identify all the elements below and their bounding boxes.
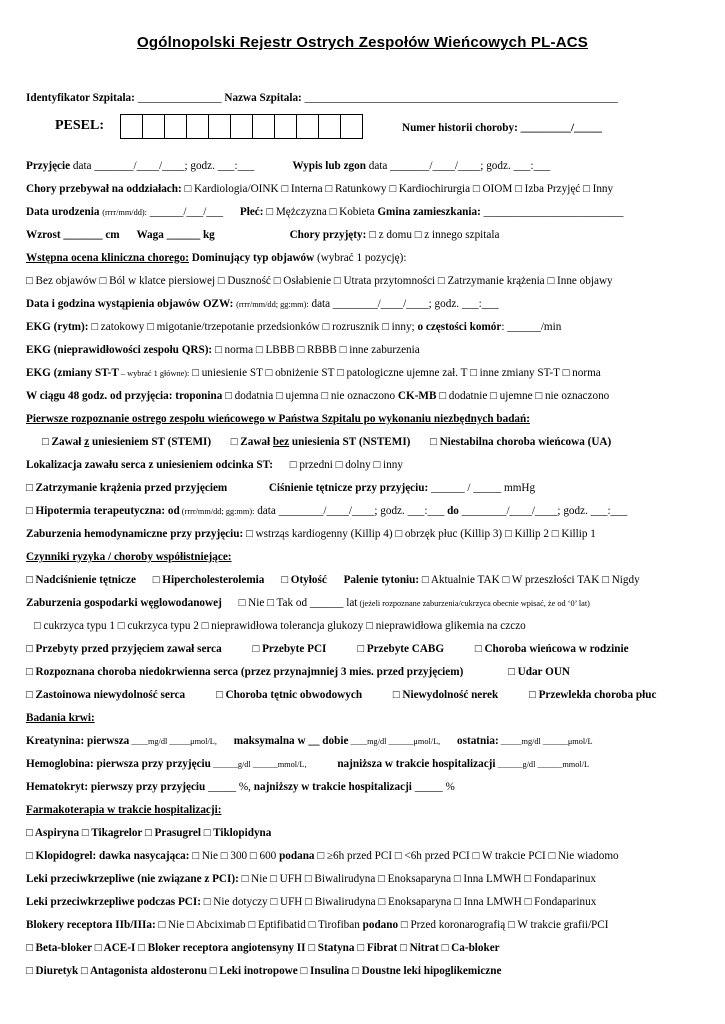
hematocrit-first-label: Hematokryt: pierwszy przy przyjęciu bbox=[26, 781, 206, 793]
w48-row bbox=[26, 390, 706, 402]
ekg-freq-field[interactable]: : ______/min bbox=[501, 321, 562, 333]
creatinine-first-field[interactable]: ____mg/dl _____μmol/L, bbox=[129, 737, 217, 746]
location-options[interactable]: □ przedni □ dolny □ inny bbox=[289, 459, 403, 471]
clopidogrel-given-options[interactable]: □ ≥6h przed PCI □ <6h przed PCI □ W trakcie PCI □ Nie wiadomo bbox=[314, 850, 619, 862]
diabetes-label: Zaburzenia gospodarki węglowodanowej bbox=[26, 597, 222, 609]
risk-factors-heading: Czynniki ryzyka / choroby współistniejące: bbox=[26, 551, 232, 563]
gp-blockers-label: Blokery receptora IIb/IIIa: bbox=[26, 919, 156, 931]
ekg-st-note: – wybrać 1 główne): bbox=[118, 369, 190, 378]
creatinine-max-label: maksymalna w __ dobie bbox=[233, 735, 349, 747]
weight-unit: kg bbox=[202, 229, 215, 241]
birth-row bbox=[26, 206, 706, 218]
height-field[interactable]: _______ bbox=[60, 229, 106, 241]
drugs-row-1[interactable]: □ Beta-bloker □ ACE-I □ Bloker receptora angiotensyny II □ Statyna □ Fibrat □ Nitrat □ Ca-bloker bbox=[26, 942, 500, 954]
diabetes-row bbox=[26, 597, 706, 609]
history-number-row bbox=[402, 122, 602, 134]
anticoagulants-pci-row bbox=[26, 896, 706, 908]
w48-label: W ciągu 48 godz. od przyjęcia: bbox=[26, 390, 173, 402]
admitted-label: Chory przyjęty: bbox=[289, 229, 367, 241]
hypothermia-to-label: do bbox=[447, 505, 459, 517]
weight-field[interactable]: ______ bbox=[163, 229, 203, 241]
diabetes-types-options[interactable]: □ cukrzyca typu 1 □ cukrzyca typu 2 □ nieprawidłowa tolerancja glukozy □ nieprawidłowa glikemia na czczo bbox=[34, 620, 526, 632]
assessment-label: Wstępna ocena kliniczna chorego: bbox=[26, 252, 189, 264]
hematocrit-low-field[interactable]: _____ % bbox=[411, 781, 455, 793]
prior-pci-option[interactable]: □ Przebyte PCI bbox=[252, 643, 327, 655]
hemoglobin-row bbox=[26, 758, 706, 770]
admission-field[interactable]: data _______/____/____; godz. ___:___ bbox=[70, 160, 255, 172]
pesel-digit-box[interactable] bbox=[274, 114, 297, 139]
hemoglobin-low-label: najniższa w trakcie hospitalizacji bbox=[337, 758, 496, 770]
birth-format: (rrrr/mm/dd): bbox=[102, 208, 147, 217]
creatinine-max-field[interactable]: ____mg/dl ______μmol/L, bbox=[348, 737, 441, 746]
ekg-rhythm-row bbox=[26, 321, 706, 333]
hypothermia-option[interactable]: □ Hipotermia terapeutyczna: od bbox=[26, 505, 180, 517]
clopidogrel-label[interactable]: □ Klopidogrel: dawka nasycająca: bbox=[26, 850, 190, 862]
hospital-row bbox=[26, 92, 706, 104]
hematocrit-first-field[interactable]: _____ %, bbox=[205, 781, 251, 793]
location-label: Lokalizacja zawału serca z uniesieniem odcinka ST bbox=[26, 459, 270, 471]
ckmb-options[interactable]: □ dodatnie □ ujemne □ nie oznaczono bbox=[439, 390, 610, 402]
hematocrit-low-label: najniższy w trakcie hospitalizacji bbox=[253, 781, 412, 793]
gp-given-options[interactable]: □ Przed koronarografią □ W trakcie grafii/PCI bbox=[398, 919, 609, 931]
pesel-digit-box[interactable] bbox=[164, 114, 187, 139]
heart-failure-option[interactable]: □ Zastoinowa niewydolność serca bbox=[26, 689, 186, 701]
form-title: Ogólnopolski Rejestr Ostrych Zespołów Wieńcowych PL-ACS bbox=[137, 34, 588, 51]
birth-field[interactable]: ______/___/___ bbox=[146, 206, 224, 218]
pesel-label: PESEL: bbox=[55, 118, 105, 133]
clopidogrel-row bbox=[26, 850, 706, 862]
gp-blockers-row bbox=[26, 919, 706, 931]
pad-option[interactable]: □ Choroba tętnic obwodowych bbox=[215, 689, 363, 701]
ward-row bbox=[26, 183, 706, 195]
ekg-freq-label: o częstości komór bbox=[417, 321, 502, 333]
pharmacotherapy-heading: Farmakoterapia w trakcie hospitalizacji: bbox=[26, 804, 222, 816]
clopidogrel-dose-options[interactable]: □ Nie □ 300 □ 600 bbox=[189, 850, 280, 862]
bp-field[interactable]: ______ / _____ mmHg bbox=[428, 482, 536, 494]
diagnosis-options-row bbox=[42, 436, 722, 448]
copd-option[interactable]: □ Przewlekła choroba płuc bbox=[529, 689, 657, 701]
symptom-type-note: (wybrać 1 pozycję): bbox=[317, 252, 407, 264]
hypercholesterolemia-option[interactable]: □ Hipercholesterolemia bbox=[152, 574, 265, 586]
history-row-3 bbox=[26, 689, 706, 701]
hypertension-option[interactable]: □ Nadciśnienie tętnicze bbox=[26, 574, 136, 586]
known-cad-option[interactable]: □ Rozpoznana choroba niedokrwienna serca (przez przynajmniej 3 mies. przed przyjęciem) bbox=[26, 666, 464, 678]
obesity-option[interactable]: □ Otyłość bbox=[281, 574, 327, 586]
ekg-st-label: EKG (zmiany ST-T bbox=[26, 367, 119, 379]
smoking-options[interactable]: □ Aktualnie TAK □ W przeszłości TAK □ Nigdy bbox=[421, 574, 640, 586]
history-number-field[interactable]: _________/_____ bbox=[520, 122, 603, 134]
creatinine-first-label: Kreatynina: pierwsza bbox=[26, 735, 130, 747]
clopidogrel-given-label: podana bbox=[279, 850, 315, 862]
hospital-name-field[interactable]: ________________________________________________________ bbox=[304, 92, 618, 104]
stemi-option[interactable]: □ Zawał z uniesieniem ST (STEMI) bbox=[42, 436, 212, 448]
family-cad-option[interactable]: □ Choroba wieńcowa w rodzinie bbox=[474, 643, 629, 655]
residence-field[interactable]: _________________________ bbox=[483, 206, 624, 218]
admitted-options[interactable]: □ z domu □ z innego szpitala bbox=[369, 229, 500, 241]
ekg-st-row bbox=[26, 367, 706, 379]
admission-row bbox=[26, 160, 706, 172]
ua-option[interactable]: □ Niestabilna choroba wieńcowa (UA) bbox=[430, 436, 612, 448]
history-row-2 bbox=[26, 666, 706, 678]
creatinine-last-field[interactable]: _____mg/dl ______μmol/L bbox=[498, 737, 593, 746]
hypothermia-row bbox=[26, 505, 706, 517]
drugs-row-2[interactable]: □ Diuretyk □ Antagonista aldosteronu □ Leki inotropowe □ Insulina □ Doustne leki hipoglikemiczne bbox=[26, 965, 502, 977]
nstemi-option[interactable]: □ Zawał bez uniesienia ST (NSTEMI) bbox=[230, 436, 411, 448]
sex-label: Płeć: bbox=[239, 206, 264, 218]
pesel-digit-box[interactable] bbox=[230, 114, 253, 139]
symptom-type-label: Dominujący typ objawów bbox=[191, 252, 315, 264]
smoking-label: Palenie tytoniu: bbox=[343, 574, 420, 586]
hospital-id-label: Identyfikator Szpitala: bbox=[26, 92, 135, 104]
ward-label: Chory przebywał na oddziałach: bbox=[26, 183, 182, 195]
location-row bbox=[26, 459, 706, 471]
discharge-label: Wypis lub zgon bbox=[292, 160, 366, 172]
killip-options[interactable]: □ wstrząs kardiogenny (Killip 4) □ obrzęk płuc (Killip 3) □ Killip 2 □ Killip 1 bbox=[246, 528, 596, 540]
hemoglobin-first-label: Hemoglobina: pierwsza przy przyjęciu bbox=[26, 758, 211, 770]
onset-label: Data i godzina wystąpienia objawów OZW: bbox=[26, 298, 234, 310]
creatinine-row bbox=[26, 735, 706, 747]
pesel-digit-box[interactable] bbox=[296, 114, 319, 139]
history-row-1 bbox=[26, 643, 706, 655]
pesel-digit-box[interactable] bbox=[208, 114, 231, 139]
ckmb-label: CK-MB bbox=[397, 390, 437, 402]
ekg-st-options[interactable]: □ uniesienie ST □ obniżenie ST □ patologiczne ujemne zał. T □ inne zmiany ST-T □ norma bbox=[192, 367, 601, 379]
killip-label: Zaburzenia hemodynamiczne przy przyjęciu: bbox=[26, 528, 244, 540]
hypothermia-to-field[interactable]: ________/____/____; godz. ___:___ bbox=[458, 505, 628, 517]
hypothermia-from-field[interactable]: data ________/____/____; godz. ___:___ bbox=[254, 505, 448, 517]
hemoglobin-low-field[interactable]: ______g/dl ______mmol/L bbox=[495, 760, 590, 769]
discharge-field[interactable]: data _______/____/____; godz. ___:___ bbox=[365, 160, 551, 172]
arrest-option[interactable]: □ Zatrzymanie krążenia przed przyjęciem bbox=[26, 482, 228, 494]
troponin-label: troponina bbox=[175, 390, 223, 402]
hypothermia-format: (rrrr/mm/dd; gg:mm): bbox=[179, 507, 255, 516]
pesel-digit-box[interactable] bbox=[252, 114, 275, 139]
pesel-digit-box[interactable] bbox=[340, 114, 363, 139]
arrest-row bbox=[26, 482, 706, 494]
sex-options[interactable]: □ Mężczyzna □ Kobieta bbox=[266, 206, 375, 218]
weight-label: Waga bbox=[136, 229, 164, 241]
location-colon: : bbox=[269, 459, 273, 471]
height-unit: cm bbox=[105, 229, 120, 241]
killip-row bbox=[26, 528, 706, 540]
pesel-digit-box[interactable] bbox=[120, 114, 143, 139]
diabetes-options[interactable]: □ Nie □ Tak od ______ lat bbox=[238, 597, 358, 609]
onset-format: (rrrr/mm/dd; gg:mm): bbox=[236, 300, 309, 309]
first-diagnosis-heading: Pierwsze rozpoznanie ostrego zespołu wieńcowego w Państwa Szpitalu po wykonaniu niezbędnych badań: bbox=[26, 413, 530, 425]
birth-label: Data urodzenia bbox=[26, 206, 100, 218]
pesel-digit-box[interactable] bbox=[186, 114, 209, 139]
risk-row-1 bbox=[26, 574, 706, 586]
residence-label: Gmina zamieszkania: bbox=[377, 206, 481, 218]
anticoagulants-options[interactable]: □ Nie □ UFH □ Biwalirudyna □ Enoksaparyna □ Inna LMWH □ Fondaparinux bbox=[238, 873, 596, 885]
assessment-row bbox=[26, 252, 706, 264]
ekg-qrs-label: EKG (nieprawidłowości zespołu QRS): bbox=[26, 344, 213, 356]
ekg-qrs-row bbox=[26, 344, 706, 356]
admission-label: Przyjęcie bbox=[26, 160, 71, 172]
height-label: Wzrost bbox=[26, 229, 61, 241]
renal-failure-option[interactable]: □ Niewydolność nerek bbox=[392, 689, 499, 701]
anticoagulants-row bbox=[26, 873, 706, 885]
gp-blockers-options[interactable]: □ Nie □ Abciximab □ Eptifibatid □ Tirofiban bbox=[155, 919, 363, 931]
ekg-rhythm-options[interactable]: □ zatokowy □ migotanie/trzepotanie przedsionków □ rozrusznik □ inny; bbox=[91, 321, 415, 333]
pesel-digit-box[interactable] bbox=[142, 114, 165, 139]
hematocrit-row bbox=[26, 781, 706, 793]
anticoagulants-pci-options[interactable]: □ Nie dotyczy □ UFH □ Biwalirudyna □ Enoksaparyna □ Inna LMWH □ Fondaparinux bbox=[200, 896, 597, 908]
blood-tests-heading: Badania krwi: bbox=[26, 712, 95, 724]
troponin-options[interactable]: □ dodatnia □ ujemna □ nie oznaczono bbox=[225, 390, 396, 402]
antiplatelet-options[interactable]: □ Aspiryna □ Tikagrelor □ Prasugrel □ Tiklopidyna bbox=[26, 827, 272, 839]
bp-label: Ciśnienie tętnicze przy przyjęciu: bbox=[268, 482, 429, 494]
anticoagulants-label: Leki przeciwkrzepliwe (nie związane z PCI): bbox=[26, 873, 239, 885]
prior-cabg-option[interactable]: □ Przebyte CABG bbox=[357, 643, 445, 655]
stroke-option[interactable]: □ Udar OUN bbox=[508, 666, 570, 678]
ekg-rhythm-label: EKG (rytm): bbox=[26, 321, 89, 333]
prior-mi-option[interactable]: □ Przebyty przed przyjęciem zawał serca bbox=[26, 643, 222, 655]
creatinine-last-label: ostatnia: bbox=[457, 735, 499, 747]
gp-given-label: podano bbox=[362, 919, 399, 931]
pesel-boxes[interactable] bbox=[121, 114, 363, 139]
pesel-digit-box[interactable] bbox=[318, 114, 341, 139]
diabetes-note: (jeżeli rozpoznane zaburzenia/cukrzyca obecnie wpisać, że od ‘0’ lat) bbox=[357, 599, 590, 608]
onset-row bbox=[26, 298, 706, 310]
height-row bbox=[26, 229, 706, 241]
history-number-label: Numer historii choroby: bbox=[402, 122, 518, 134]
hospital-name-label: Nazwa Szpitala: bbox=[224, 92, 302, 104]
ward-options[interactable]: □ Kardiologia/OINK □ Interna □ Ratunkowy □ Kardiochirurgia □ OIOM □ Izba Przyjęć □ Inny bbox=[184, 183, 614, 195]
hospital-id-field[interactable]: _______________ bbox=[137, 92, 222, 104]
ekg-qrs-options[interactable]: □ norma □ LBBB □ RBBB □ inne zaburzenia bbox=[214, 344, 420, 356]
symptoms-options[interactable]: □ Bez objawów □ Ból w klatce piersiowej □ Duszność □ Osłabienie □ Utrata przytomności □ Zatrzymanie krążenia □ Inne objawy bbox=[26, 275, 613, 287]
hemoglobin-first-field[interactable]: ______g/dl ______mmol/L, bbox=[210, 760, 307, 769]
onset-field[interactable]: data ________/____/____; godz. ___:___ bbox=[308, 298, 499, 310]
anticoagulants-pci-label: Leki przeciwkrzepliwe podczas PCI: bbox=[26, 896, 201, 908]
